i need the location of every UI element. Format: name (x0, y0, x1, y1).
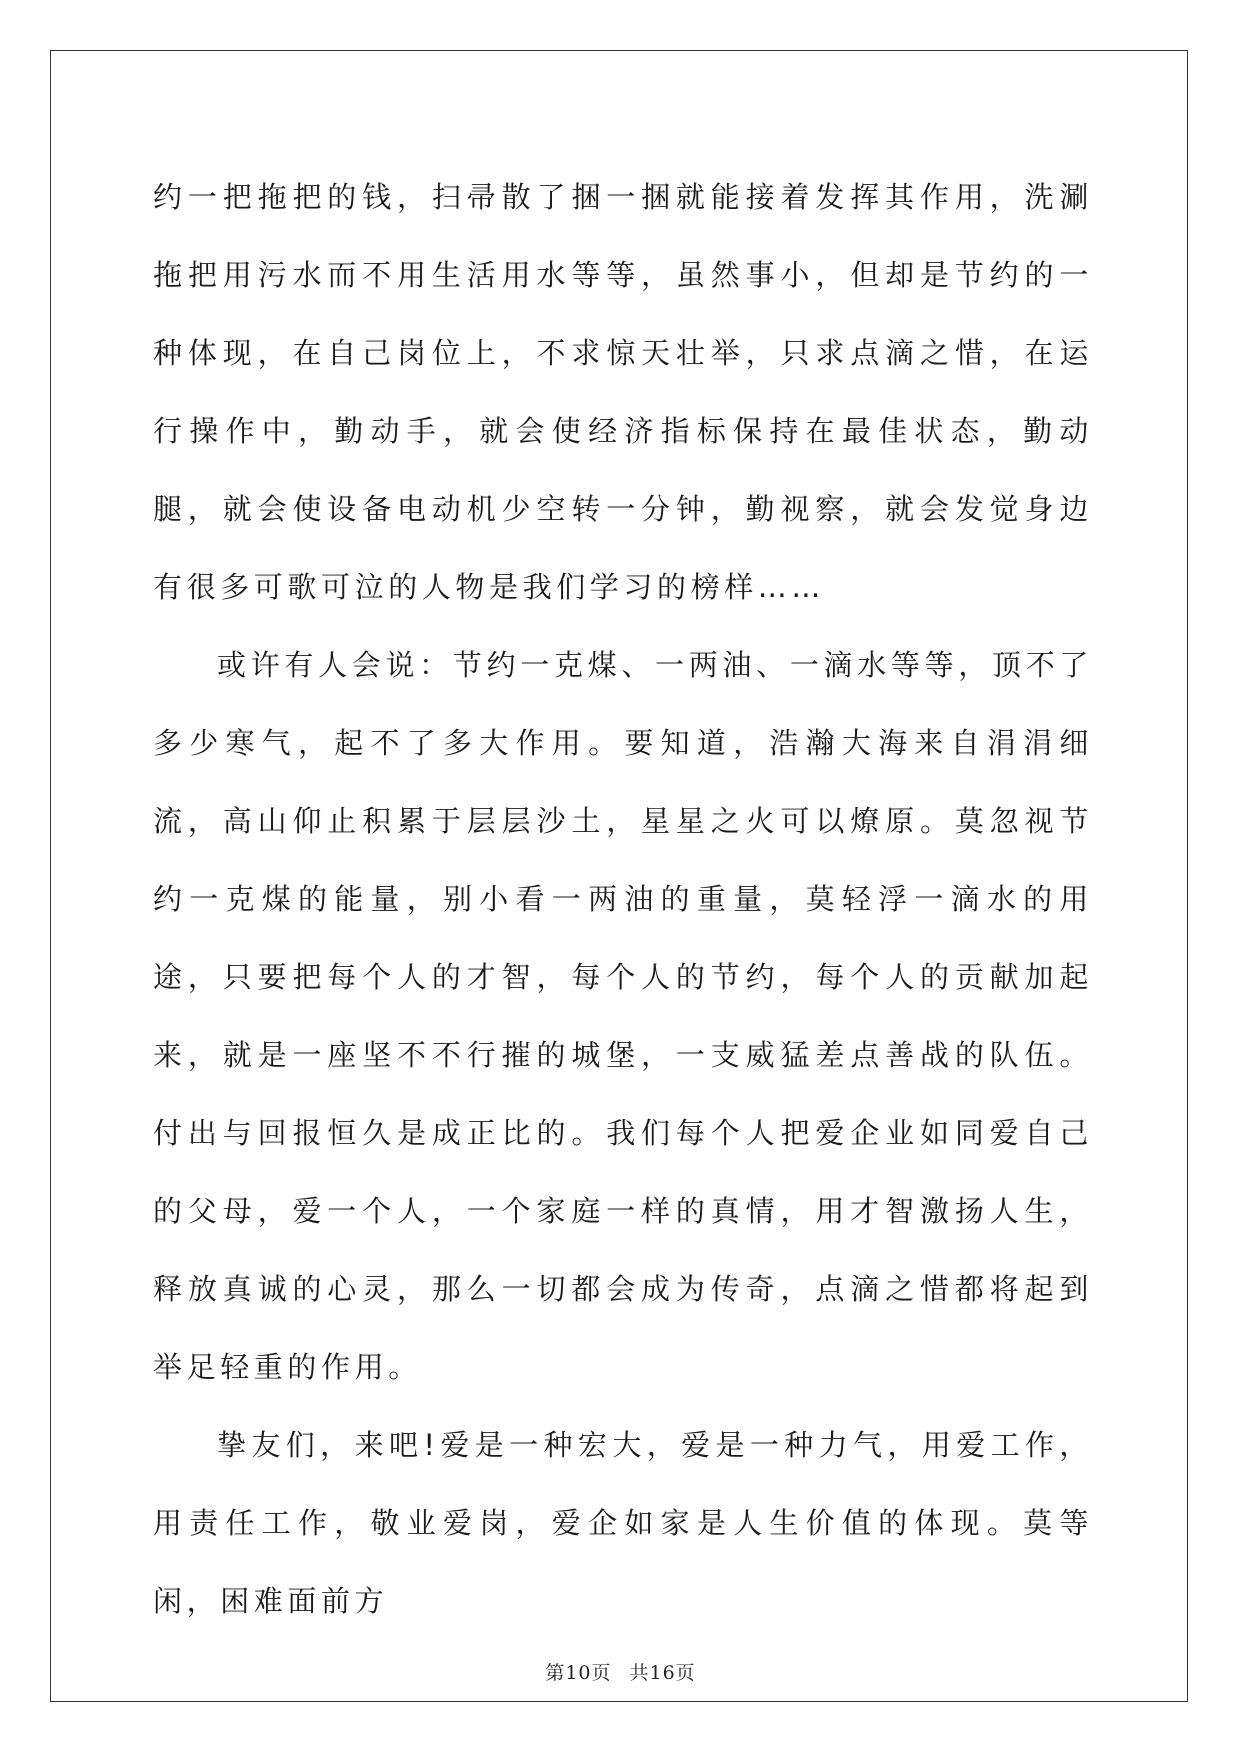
paragraph-1: 约一把拖把的钱，扫帚散了捆一捆就能接着发挥其作用，洗涮拖把用污水而不用生活用水等等，虽然事小，但却是节约的一种体现，在自己岗位上，不求惊天壮举，只求点滴之惜，在运行操作中，勤动手，就会使经济指标保持在最佳状态，勤动腿，就会使设备电动机少空转一分钟，勤视察，就会发觉身边有很多可歌可泣的人物是我们学习的榜样…… (153, 180, 1093, 604)
document-body (153, 158, 1093, 1640)
paragraph-3: 挚友们，来吧!爱是一种宏大，爱是一种力气，用爱工作，用责任工作，敬业爱岗，爱企如家是人生价值的体现。莫等闲，困难面前方 (153, 1428, 1093, 1618)
total-page-count: 共16页 (629, 1662, 696, 1684)
paragraph-2: 或许有人会说：节约一克煤、一两油、一滴水等等，顶不了多少寒气，起不了多大作用。要知道，浩瀚大海来自涓涓细流，高山仰止积累于层层沙土，星星之火可以燎原。莫忽视节约一克煤的能量，别小看一两油的重量，莫轻浮一滴水的用途，只要把每个人的才智，每个人的节约，每个人的贡献加起来，就是一座坚不不行摧的城堡，一支威猛差点善战的队伍。付出与回报恒久是成正比的。我们每个人把爱企业如同爱自己的父母，爱一个人，一个家庭一样的真情，用才智激扬人生，释放真诚的心灵，那么一切都会成为传奇，点滴之惜都将起到举足轻重的作用。 (153, 648, 1093, 1384)
page-footer (0, 1658, 1241, 1685)
current-page-number: 第10页 (545, 1662, 612, 1684)
